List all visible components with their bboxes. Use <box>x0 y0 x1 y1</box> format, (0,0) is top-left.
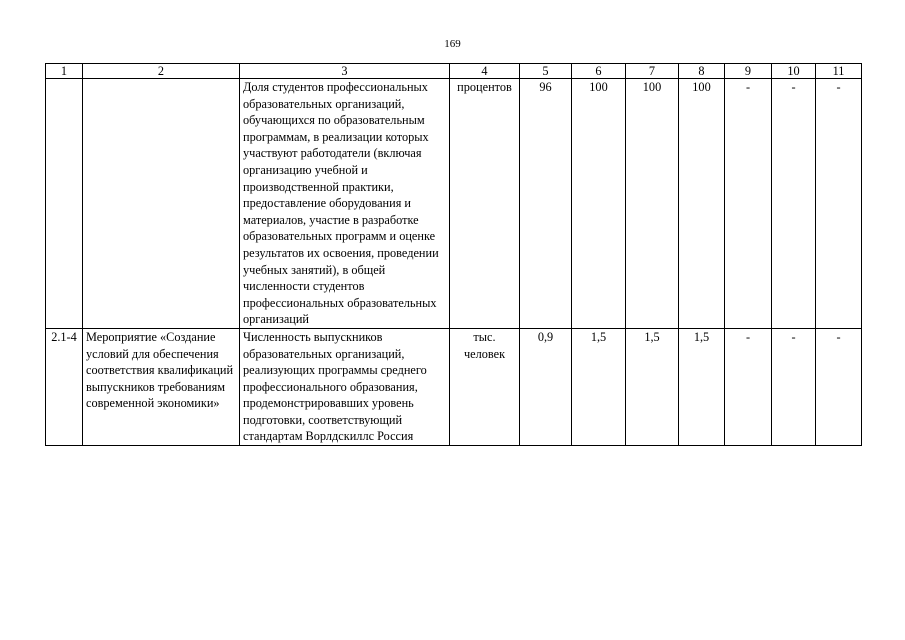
column-header: 8 <box>679 64 725 79</box>
column-header: 11 <box>816 64 862 79</box>
page-number: 169 <box>444 38 461 50</box>
indicator-cell: Доля студентов профессиональных образовательных организаций, обучающихся по образовательным программам, в реализации которых участвуют работодатели (включая организацию учебной и производственной практики, предоставление оборудования и материалов, участие в разработке образовательных программ и оценке результатов их освоения, проведении учебных занятий), в общей численности студентов профессиональных образовательных организаций <box>240 79 450 329</box>
column-header: 5 <box>520 64 572 79</box>
column-header: 2 <box>83 64 240 79</box>
column-header: 9 <box>725 64 772 79</box>
value-cell: - <box>816 79 862 329</box>
column-header: 1 <box>46 64 83 79</box>
value-cell: 100 <box>679 79 725 329</box>
column-header: 4 <box>450 64 520 79</box>
event-cell <box>83 79 240 329</box>
table-row <box>46 79 862 329</box>
table-row <box>46 328 862 445</box>
row-number-cell: 2.1-4 <box>46 328 83 445</box>
value-cell: 1,5 <box>679 328 725 445</box>
column-header: 10 <box>772 64 816 79</box>
unit-cell: процентов <box>450 79 520 329</box>
event-cell: Мероприятие «Создание условий для обеспечения соответствия квалификаций выпускников требованиям современной экономики» <box>83 328 240 445</box>
value-cell: 1,5 <box>626 328 679 445</box>
indicators-table <box>45 63 862 446</box>
value-cell: 0,9 <box>520 328 572 445</box>
value-cell: 1,5 <box>572 328 626 445</box>
column-header: 6 <box>572 64 626 79</box>
column-header: 7 <box>626 64 679 79</box>
indicator-cell: Численность выпускников образовательных организаций, реализующих программы среднего профессионального образования, продемонстрировавших уровень подготовки, соответствующий стандартам Ворлдскиллс Россия <box>240 328 450 445</box>
value-cell: 96 <box>520 79 572 329</box>
row-number-cell <box>46 79 83 329</box>
value-cell: - <box>772 79 816 329</box>
value-cell: - <box>816 328 862 445</box>
value-cell: - <box>725 328 772 445</box>
value-cell: 100 <box>572 79 626 329</box>
value-cell: - <box>725 79 772 329</box>
column-number-row <box>46 64 862 79</box>
unit-cell: тыс. человек <box>450 328 520 445</box>
value-cell: - <box>772 328 816 445</box>
value-cell: 100 <box>626 79 679 329</box>
column-header: 3 <box>240 64 450 79</box>
